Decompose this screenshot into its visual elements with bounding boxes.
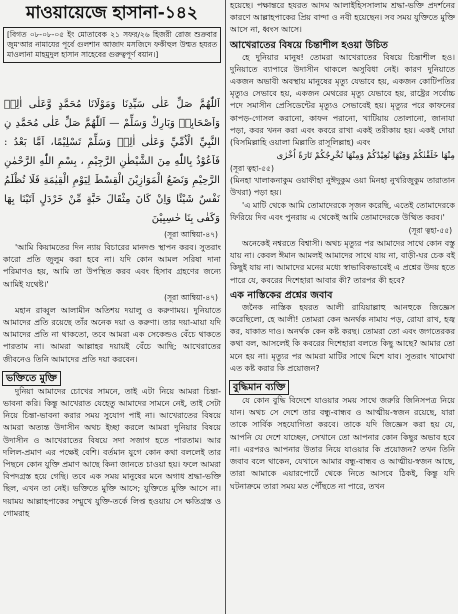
paragraph-after-death: অনেকেই নশ্বরতে বিশ্বাসী। অথচ মৃত্যুর পর আমাদের সাথে কোন বস্তু যায় না। কেবল ঈমান আমলই আমাদের সাথে যায় না, বাড়ী-ঘর চেক বই কিছুই যায় না। আমাদের মনের মধ্যে স্বাভাবিকভাবেই এ প্রশ্নের উদয় হতে পারে যে, কবরের দিশেহারা আবার কী? তারপর কী হবে? — [230, 239, 455, 285]
verse-translation: 'আমি কিয়ামতের দিন ন্যায় বিচারের মানদণ্ড স্থাপন করব। সুতরাং কারো প্রতি জুলুম করা হবে না। যদি কোন আমল সরিষা দানা পরিমাণও হয়, আমি তা উপস্থিত করব এবং হিসাব গ্রহণের জন্যে আমিই যথেষ্ট।' — [3, 243, 221, 289]
column-divider — [225, 0, 226, 614]
paragraph-hereafter: হে দুনিয়ার মানুষ! তোমরা আখেরাতের বিষয়ে চিন্তাশীল হও। দুনিয়াতে ব্যাপারে উদাসীন থাকলে অসুবিধা নেই। কারণ দুনিয়াতে একজন অভাবী অবস্থায় মানুষের মৃত্যু যেভাবে হয়, একজন কোটিপতির মৃত্যুও সেভাবে হয়, একজন মেথরের মৃত্যু যেভাবে হয়, রাষ্ট্রের সর্বোচ্চ পদে সমাসীন প্রেসিডেন্টের মৃত্যুও সেভাবেই হয়। মৃত্যুর পরে কাফনের কাপড়-গোসল করানো, কাফন পরানো, খাটিয়ায় তোলানো, জানাযা পড়া, কবর খনন করা এবং কবরে রাখা একই তরীকায় হয়। একই দোয়া (বিসমিল্লাহি ওয়ালা মিল্লাতি রাসূলিল্লাহ) এবং — [230, 52, 455, 148]
heading-wise-person: বুদ্ধিমান ব্যক্তি — [229, 380, 289, 395]
left-column — [0, 0, 224, 614]
transliteration: (মিনহা খালাকনাকুম ওয়াফীহা নুঈদুকুম ওয়া মিনহা নুখরিজুকুম তারাতান উখরা) পড়া হয়। — [230, 176, 455, 198]
heading-hereafter: আখেরাতের বিষয়ে চিন্তাশীল হওয়া উচিত — [230, 39, 388, 51]
verse-translation-taha-reference: (সূরা ত্বহা-৫৫) — [408, 226, 452, 236]
heading-devotion: ভক্তিতে মুক্তি — [2, 371, 61, 386]
paragraph-atheist: জনৈক নাস্তিক হযরত আলী রাযিয়াল্লাহু আনহুকে জিজ্ঞেস করেছিলো, হে আলী! তোমরা কেন অনর্থক নামায পড়, রোযা রাখ, হজ্ব কর, যাকাত দাও। অনর্থক কেন কষ্ট করছ। তোমরা তো এবং জগতেরকর কথা বল, আসলেই কি কবরের দিশেহারা বলতে কিছু আছে? আমার তো মনে হয় না। মৃত্যুর পর আমরা মাটির সাথে মিশে যাব। সুতরাং খামোখা এত কষ্ট করার কি প্রয়োজন? — [230, 302, 455, 373]
arabic-reference: (সূরা আম্বিয়া-৪৭) — [164, 230, 218, 239]
right-column — [227, 0, 458, 614]
paragraph-devotion: দুনিয়া আমাদের চোখের সামনে, তাই এটা নিয়ে আমরা চিন্তা-ভাবনা করি। কিন্তু আখেরাত যেহেতু আমাদের সামনে নেই, তাই সেটা নিয়ে চিন্তা-ভাবনা করার সময় সুযোগ পাই না। আখেরাতের বিষয়ে আমরা অত্যন্ত উদাসীন অথচ ইচ্ছা করলে আমরা দুনিয়ার বিষয়ে উদাসীন ও আখেরাতের বিষয়ে সদা সজাগ হতে পারতাম। আর দলিল-প্রমাণ এর পক্ষেই বেশি। বর্তমান যুগে কোন কথা বললেই তার পিছনে কোন যুক্তি প্রমাণ আছে কিনা জানতে চাওয়া হয়। ফলে আমরা বিপদগ্রস্ত হয়ে গেছি। তবে এক সময় মানুষের মনে অগাধ শ্রদ্ধা-ভক্তি ছিল, এখন তা নেই। ভক্তিতে মুক্তি আসে; যুক্তিতে মুক্তি আসে না। দয়াময় আল্লাহপাকের সম্মুখে যুক্তি-তর্কে লিপ্ত হওয়ায় সে ক্ষতিগ্রস্ত ও গোমরাহ — [3, 386, 221, 518]
paragraph-wise-person: যে কোন বুদ্ধি বিদেশে যাওয়ার সময় সাথে জরুরি জিনিসপত্র নিয়ে যান। অথচ সে দেশে তার বন্ধু-বান্ধব ও আত্মীয়-স্বজন রয়েছে, যারা তাকে সার্বিক সহযোগিতা করবে। তাকে যদি জিজ্ঞেস করা হয় যে, আপনি যে দেশে যাচ্ছেন, সেখানে তো আপনার কোন কিছুর অভাব হবে না। এরপরও আপনার উতার নিয়ে যাওয়ার কি প্রয়োজন? তখন তিনি জবাব বলে থাকেন, যেখানে আমার বন্ধু-বান্ধব ও আত্মীয়-স্বজন আছে, তারা আমাকে এয়ারপোর্টে থেকে নিতে আসবে ঠিকই, কিন্তু যদি ঘটনাক্রমে তারা সময় মত পৌঁছতে না পারে, তখন — [230, 396, 455, 491]
arabic-verse-reference: (সূরা ত্বহা-৫৫) — [230, 164, 274, 174]
heading-atheist-answer: এক নাস্তিকের প্রশ্নের জবাব — [230, 289, 333, 301]
sermon-info-box: [বিগত ০৮-০৮-০৫ ইং মোতাবেক ২১ সফর/২৬ হিজরী রোজ শুক্রবার জুম'আর নামাযের পূর্বে গুলশান আজাদ মসজিদে ফকীহুল উম্মত হযরত মাওলানা মাহমুদুল হাসান সাহেবের গুরুত্বপূর্ণ বয়ান।] — [3, 27, 221, 63]
paragraph-continued: হয়েছে। পক্ষান্তরে হযরত আদম আলাইহিসসালাম শ্রদ্ধা-ভক্তি প্রদর্শনের কারণে আল্লাহপাকের প্রিয় বান্দা ও নবী হয়েছেন। সব সময় যুক্তিতে মুক্তি আসে না, ধ্বংস আসে। — [230, 1, 455, 35]
arabic-invocation: اَللّٰهُمَّ صَلِّ عَلٰى سَيِّدِنَا وَمَوْلَانَا مُحَمَّدٍ وَّعَلٰى اٰلِهٖ وَاَصْحَابِهٖ وَبَارِكْ وَسَلِّمْ — اَللّٰهُمَّ صَلِّ عَلٰى مُحَمَّدِ نِ النَّبِيِّ الْاُمِّيِّ وَعَلٰى اٰلِهٖ وَسَلِّمْ تَسْلِيْمًا، اَمَّا بَعْدُ : فَاَعُوْذُ بِاللّٰهِ مِنَ الشَّيْطٰنِ الرَّجِيْمِ ، بِسْمِ اللّٰهِ الرَّحْمٰنِ الرَّحِيْمِ وَنَضَعُ الْمَوَازِيْنَ الْقِسْطَ لِيَوْمِ الْقِيٰمَةِ فَلَا تُظْلَمُ نَفْسٌ شَيْئًا وَاِنْ كَانَ مِثْقَالَ حَبَّةٍ مِّنْ خَرْدَلٍ اَتَيْنَا بِهَا وَكَفٰى بِنَا حٰسِبِيْنَ — [4, 99, 220, 224]
verse-translation-reference: (সূরা আম্বিয়া-৪৭) — [164, 292, 218, 302]
article-title: মাওয়ায়েজে হাসানা-১৪২ — [26, 3, 198, 23]
arabic-verse-taha: مِنْهَا خَلَقْنٰكُمْ وَفِيْهَا نُعِيْدُكُمْ وَمِنْهَا نُخْرِجُكُمْ تَارَةً اُخْرٰى — [276, 151, 455, 162]
paragraph-mercy: মহান রাব্বুল আলামীন অতিশয় দয়ালু ও করুণাময়। দুনিয়াতে আমাদের প্রতি রয়েছে তাঁর অনেক দয়া ও করুণা। তার দয়া-মায়া যদি আমাদের প্রতি না থাকতো, তবে আমরা এক সেকেন্ডও বেঁচে থাকতে পারতাম না। আমরা আল্লাহর দয়ায়ই বেঁচে আছি; আখেরাতের জীবনেও তিনি আমাদের প্রতি দয়া করবেন। — [3, 305, 221, 364]
verse-translation-taha: 'এ মাটি থেকে আমি তোমাদেরকে সৃজন করেছি, এতেই তোমাদেরকে ফিরিয়ে দিব এবং পুনরায় এ থেকেই আমি তোমাদেরকে উত্থিত করব।' — [230, 200, 455, 222]
